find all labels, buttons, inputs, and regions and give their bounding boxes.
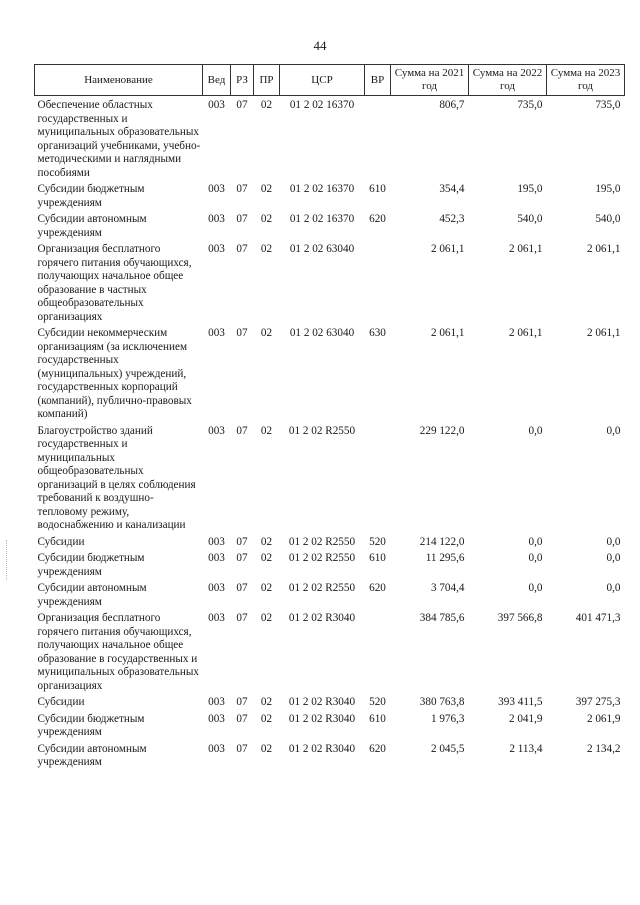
table-row (35, 612, 625, 693)
cell-sum-2023: 2 061,1 (586, 243, 621, 255)
cell-pr: 02 (260, 327, 273, 339)
header-rz: РЗ (231, 65, 254, 96)
cell-pr: 02 (260, 213, 273, 225)
cell-vr: 610 (369, 712, 386, 725)
page-number: 44 (313, 38, 327, 53)
cell-sum-2022: 0,0 (528, 424, 543, 437)
header-name: Наименование (35, 65, 203, 96)
cell-pr: 02 (260, 424, 273, 437)
cell-ved: 003 (208, 243, 225, 255)
cell-pr: 02 (260, 243, 273, 255)
table-row (35, 327, 625, 422)
cell-sum-2022: 2 061,1 (508, 243, 543, 255)
cell-pr: 02 (260, 183, 273, 195)
cell-name: Субсидии некоммерческим организациям (за исключением государственных (муниципальных) учреждений, государственных корпораций (компаний), публично-правовых компаний) (37, 327, 192, 420)
cell-name: Субсидии бюджетным учреждениям (37, 712, 145, 738)
cell-sum-2021: 2 061,1 (430, 243, 465, 255)
cell-sum-2023: 0,0 (606, 582, 621, 594)
header-sum-2023: Сумма на 2023 год (547, 65, 625, 96)
cell-sum-2021: 2 045,5 (430, 742, 465, 755)
cell-name: Субсидии (37, 696, 85, 708)
cell-sum-2023: 0,0 (606, 424, 621, 437)
cell-vr: 520 (369, 535, 386, 548)
cell-sum-2022: 0,0 (528, 552, 543, 564)
cell-sum-2022: 195,0 (517, 183, 543, 195)
cell-vr: 610 (369, 552, 386, 564)
cell-ved: 003 (208, 552, 225, 564)
budget-table (34, 64, 625, 773)
cell-ved: 003 (208, 183, 225, 195)
table-header-row (35, 65, 625, 96)
cell-sum-2021: 11 295,6 (425, 552, 465, 564)
cell-sum-2021: 1 976,3 (430, 712, 465, 725)
cell-vr: 620 (369, 213, 386, 225)
cell-sum-2022: 0,0 (528, 535, 543, 548)
table-body (35, 96, 625, 773)
cell-rz: 07 (236, 424, 248, 437)
table-row (35, 743, 625, 770)
cell-vr: 630 (369, 327, 386, 339)
cell-pr: 02 (260, 712, 273, 725)
cell-rz: 07 (236, 535, 248, 548)
table-row (35, 213, 625, 240)
cell-sum-2022: 735,0 (517, 99, 543, 111)
cell-ved: 003 (208, 327, 225, 339)
cell-csr: 01 2 02 16370 (289, 183, 355, 195)
cell-vr (365, 612, 391, 693)
cell-ved: 003 (208, 582, 225, 594)
cell-csr: 01 2 02 16370 (289, 213, 355, 225)
cell-csr: 01 2 02 R3040 (288, 742, 356, 755)
cell-name: Организация бесплатного горячего питания обучающихся, получающих начальное общее образование в частных общеобразовательных организациях (37, 243, 192, 323)
cell-ved: 003 (208, 742, 225, 755)
table-row (35, 696, 625, 710)
cell-pr: 02 (260, 612, 273, 624)
cell-sum-2021: 806,7 (439, 99, 465, 111)
cell-name: Субсидии автономным учреждениям (37, 582, 147, 608)
cell-sum-2023: 0,0 (606, 535, 621, 548)
table-row (35, 536, 625, 550)
cell-sum-2022: 393 411,5 (498, 696, 543, 708)
cell-csr: 01 2 02 R2550 (288, 424, 356, 437)
cell-name: Субсидии автономным учреждениям (37, 742, 147, 768)
cell-csr: 01 2 02 63040 (289, 327, 355, 339)
cell-name: Субсидии бюджетным учреждениям (37, 552, 145, 578)
cell-csr: 01 2 02 R3040 (288, 696, 356, 708)
header-csr: ЦСР (280, 65, 365, 96)
header-ved: Вед (203, 65, 231, 96)
cell-vr: 620 (369, 582, 386, 594)
header-vr: ВР (365, 65, 391, 96)
cell-sum-2023: 401 471,3 (575, 612, 621, 624)
cell-rz: 07 (236, 183, 248, 195)
cell-vr (365, 243, 391, 324)
cell-sum-2023: 397 275,3 (575, 696, 621, 708)
cell-name: Благоустройство зданий государственных и муниципальных общеобразовательных организаций в целях соблюдения требований к воздушно-тепловому режиму, водоснабжению и канализации (37, 424, 196, 531)
header-sum-2021: Сумма на 2021 год (391, 65, 469, 96)
cell-sum-2022: 2 061,1 (508, 327, 543, 339)
table-row (35, 183, 625, 210)
cell-sum-2023: 2 061,9 (586, 712, 621, 725)
cell-name: Субсидии бюджетным учреждениям (37, 183, 145, 209)
cell-name: Организация бесплатного горячего питания обучающихся, получающих начальное общее образование в государственных и муниципальных образовательных организациях (37, 612, 199, 692)
cell-sum-2023: 540,0 (595, 213, 621, 225)
cell-sum-2021: 229 122,0 (419, 424, 465, 437)
cell-vr: 520 (369, 696, 386, 708)
cell-name: Обеспечение областных государственных и муниципальных образовательных организаций учебниками, учебно-методическими и наглядными пособиями (37, 99, 201, 179)
cell-sum-2021: 452,3 (439, 213, 465, 225)
cell-rz: 07 (236, 712, 248, 725)
cell-rz: 07 (236, 742, 248, 755)
cell-ved: 003 (208, 612, 225, 624)
cell-ved: 003 (208, 535, 225, 548)
cell-csr: 01 2 02 R2550 (288, 535, 356, 548)
cell-csr: 01 2 02 R2550 (288, 582, 356, 594)
cell-pr: 02 (260, 742, 273, 755)
cell-ved: 003 (208, 696, 225, 708)
cell-rz: 07 (236, 552, 248, 564)
cell-rz: 07 (236, 99, 248, 111)
cell-vr: 620 (369, 742, 386, 755)
table-row (35, 425, 625, 533)
cell-sum-2022: 2 113,4 (509, 742, 543, 755)
header-pr: ПР (254, 65, 280, 96)
cell-sum-2021: 354,4 (439, 183, 465, 195)
cell-sum-2023: 0,0 (606, 552, 621, 564)
margin-mark (6, 540, 8, 580)
cell-csr: 01 2 02 R3040 (288, 712, 356, 725)
cell-pr: 02 (260, 535, 273, 548)
cell-sum-2021: 2 061,1 (430, 327, 465, 339)
cell-rz: 07 (236, 213, 248, 225)
cell-vr (365, 99, 391, 180)
cell-name: Субсидии (37, 535, 85, 548)
cell-sum-2021: 384 785,6 (419, 612, 465, 624)
cell-csr: 01 2 02 R2550 (288, 552, 356, 564)
cell-rz: 07 (236, 696, 248, 708)
cell-csr: 01 2 02 16370 (289, 99, 355, 111)
cell-sum-2021: 380 763,8 (419, 696, 465, 708)
cell-sum-2023: 195,0 (595, 183, 621, 195)
cell-sum-2021: 214 122,0 (419, 535, 465, 548)
table-row (35, 243, 625, 324)
cell-sum-2022: 540,0 (517, 213, 543, 225)
cell-vr (365, 425, 391, 533)
cell-sum-2022: 397 566,8 (497, 612, 543, 624)
cell-sum-2022: 2 041,9 (508, 712, 543, 725)
cell-vr: 610 (369, 183, 386, 195)
cell-pr: 02 (260, 582, 273, 594)
cell-pr: 02 (260, 99, 273, 111)
cell-sum-2023: 735,0 (595, 99, 621, 111)
cell-rz: 07 (236, 612, 248, 624)
cell-ved: 003 (208, 99, 225, 111)
cell-sum-2022: 0,0 (528, 582, 543, 594)
cell-rz: 07 (236, 327, 248, 339)
table-row (35, 713, 625, 740)
table-row (35, 99, 625, 180)
cell-ved: 003 (208, 712, 225, 725)
table-row (35, 552, 625, 579)
cell-rz: 07 (236, 582, 248, 594)
cell-sum-2021: 3 704,4 (430, 582, 465, 594)
cell-csr: 01 2 02 63040 (289, 243, 355, 255)
cell-sum-2023: 2 061,1 (586, 327, 621, 339)
cell-csr: 01 2 02 R3040 (288, 612, 356, 624)
cell-rz: 07 (236, 243, 248, 255)
table-row (35, 582, 625, 609)
cell-pr: 02 (260, 696, 273, 708)
cell-pr: 02 (260, 552, 273, 564)
cell-ved: 003 (208, 213, 225, 225)
cell-sum-2023: 2 134,2 (586, 742, 621, 755)
cell-ved: 003 (208, 424, 225, 437)
cell-name: Субсидии автономным учреждениям (37, 213, 147, 239)
header-sum-2022: Сумма на 2022 год (469, 65, 547, 96)
